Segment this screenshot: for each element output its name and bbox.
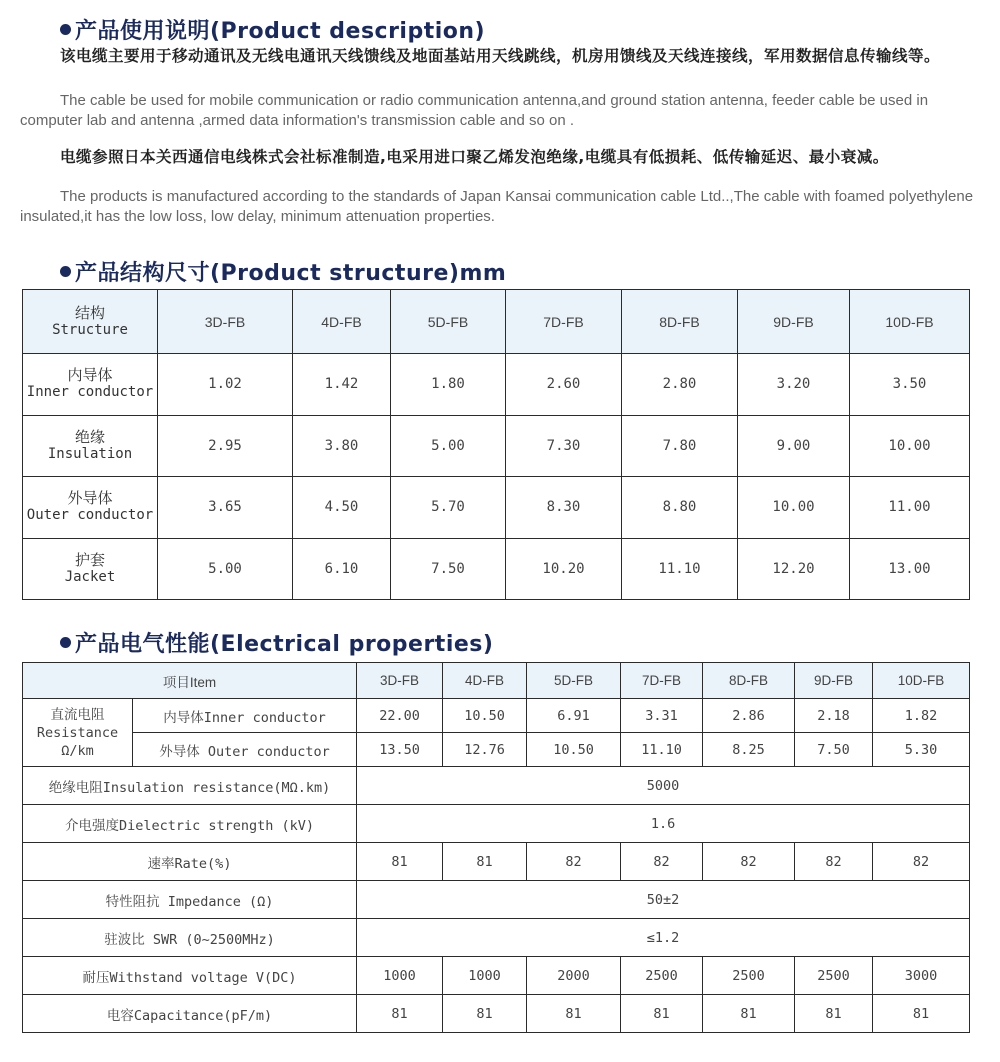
value-cell: 5.30 [873,733,970,767]
value-cell: 3.65 [158,477,293,539]
value-cell: 82 [621,843,703,881]
value-cell: 1.02 [158,354,293,416]
model-header: 10D-FB [850,290,970,354]
value-cell: 10.50 [443,699,527,733]
value-cell: 3.31 [621,699,703,733]
value-cell: 2.95 [158,415,293,477]
value-cell: 81 [703,995,795,1033]
value-cell: 13.00 [850,538,970,600]
model-header: 5D-FB [391,290,506,354]
value-cell: 6.10 [293,538,391,600]
resistance-label: 直流电阻 Resistance Ω/km [23,699,133,767]
value-cell: 50±2 [357,881,970,919]
value-cell: 81 [621,995,703,1033]
value-cell: 81 [357,995,443,1033]
item-header: 项目Item [23,663,357,699]
value-cell: 13.50 [357,733,443,767]
value-cell: 10.50 [527,733,621,767]
table-row [23,733,970,767]
capacitance-label: 电容Capacitance(pF/m) [23,995,357,1033]
table-row [23,354,970,416]
value-cell: 12.20 [738,538,850,600]
section-title-structure: 产品结构尺寸(Product structure)mm [60,256,506,287]
structure-table [22,289,970,600]
model-header: 9D-FB [738,290,850,354]
withstand-voltage-label: 耐压Withstand voltage V(DC) [23,957,357,995]
value-cell: 2.80 [622,354,738,416]
model-header: 7D-FB [506,290,622,354]
value-cell: 82 [703,843,795,881]
value-cell: 8.25 [703,733,795,767]
value-cell: 4.50 [293,477,391,539]
value-cell: 1.82 [873,699,970,733]
inner-conductor-label: 内导体Inner conductor [133,699,357,733]
table-row [23,538,970,600]
impedance-label: 特性阻抗 Impedance (Ω) [23,881,357,919]
row-label: 绝缘 Insulation [23,415,158,477]
bullet-icon [60,24,71,35]
value-cell: 11.00 [850,477,970,539]
value-cell: 82 [873,843,970,881]
rate-label: 速率Rate(%) [23,843,357,881]
table-row [23,957,970,995]
value-cell: 2500 [795,957,873,995]
table-row [23,995,970,1033]
value-cell: 2.60 [506,354,622,416]
swr-label: 驻波比 SWR (0~2500MHz) [23,919,357,957]
value-cell: 7.80 [622,415,738,477]
value-cell: 5.00 [391,415,506,477]
electrical-header-row [23,663,970,699]
value-cell: 3.50 [850,354,970,416]
table-row [23,881,970,919]
section-title-description: 产品使用说明(Product description) [60,14,485,45]
value-cell: 82 [795,843,873,881]
row-label: 护套 Jacket [23,538,158,600]
model-header: 9D-FB [795,663,873,699]
value-cell: 2500 [703,957,795,995]
value-cell: 7.50 [795,733,873,767]
value-cell: 2000 [527,957,621,995]
value-cell: ≤1.2 [357,919,970,957]
value-cell: 1.80 [391,354,506,416]
value-cell: 9.00 [738,415,850,477]
model-header: 3D-FB [158,290,293,354]
value-cell: 10.00 [850,415,970,477]
value-cell: 8.30 [506,477,622,539]
value-cell: 2.18 [795,699,873,733]
value-cell: 81 [527,995,621,1033]
structure-header-row [23,290,970,354]
value-cell: 81 [873,995,970,1033]
value-cell: 2500 [621,957,703,995]
value-cell: 81 [443,995,527,1033]
model-header: 4D-FB [443,663,527,699]
value-cell: 22.00 [357,699,443,733]
table-row [23,767,970,805]
value-cell: 5.70 [391,477,506,539]
value-cell: 7.50 [391,538,506,600]
row-label: 外导体 Outer conductor [23,477,158,539]
bullet-icon [60,266,71,277]
model-header: 4D-FB [293,290,391,354]
outer-conductor-label: 外导体 Outer conductor [133,733,357,767]
model-header: 3D-FB [357,663,443,699]
value-cell: 2.86 [703,699,795,733]
value-cell: 81 [443,843,527,881]
value-cell: 1000 [443,957,527,995]
value-cell: 7.30 [506,415,622,477]
value-cell: 11.10 [622,538,738,600]
description-paragraph-en-2: The products is manufactured according to the standards of Japan Kansai communication cable Ltd..,The cable with foamed polyethylene insulated,it has the low loss, low delay, minimum attenuation properties. [20,188,974,225]
value-cell: 81 [795,995,873,1033]
value-cell: 3000 [873,957,970,995]
value-cell: 8.80 [622,477,738,539]
model-header: 8D-FB [622,290,738,354]
value-cell: 1.42 [293,354,391,416]
row-label: 内导体 Inner conductor [23,354,158,416]
table-row [23,919,970,957]
value-cell: 3.20 [738,354,850,416]
value-cell: 1000 [357,957,443,995]
description-paragraph-cn-2: 电缆参照日本关西通信电线株式会社标准制造,电采用进口聚乙烯发泡绝缘,电缆具有低损耗、低传输延迟、最小衰减。 [60,148,889,166]
table-row [23,843,970,881]
value-cell: 11.10 [621,733,703,767]
value-cell: 1.6 [357,805,970,843]
bullet-icon [60,637,71,648]
value-cell: 81 [357,843,443,881]
insulation-resistance-label: 绝缘电阻Insulation resistance(MΩ.km) [23,767,357,805]
dielectric-strength-label: 介电强度Dielectric strength (kV) [23,805,357,843]
value-cell: 6.91 [527,699,621,733]
description-paragraph-en-1: The cable be used for mobile communication or radio communication antenna,and ground station antenna, feeder cable be used in computer lab and antenna ,armed data information's transmission cable and so on . [20,92,929,129]
model-header: 7D-FB [621,663,703,699]
value-cell: 5.00 [158,538,293,600]
table-row [23,805,970,843]
value-cell: 5000 [357,767,970,805]
model-header: 5D-FB [527,663,621,699]
value-cell: 3.80 [293,415,391,477]
value-cell: 82 [527,843,621,881]
value-cell: 12.76 [443,733,527,767]
table-row [23,477,970,539]
section-title-electrical: 产品电气性能(Electrical properties) [60,627,493,658]
value-cell: 10.20 [506,538,622,600]
table-row [23,699,970,733]
table-row [23,415,970,477]
structure-header-cell: 结构 Structure [23,290,158,354]
value-cell: 10.00 [738,477,850,539]
electrical-table [22,662,970,1033]
model-header: 10D-FB [873,663,970,699]
description-paragraph-cn-1: 该电缆主要用于移动通讯及无线电通讯天线馈线及地面基站用天线跳线，机房用馈线及天线连接线，军用数据信息传输线等。 [60,47,941,65]
model-header: 8D-FB [703,663,795,699]
